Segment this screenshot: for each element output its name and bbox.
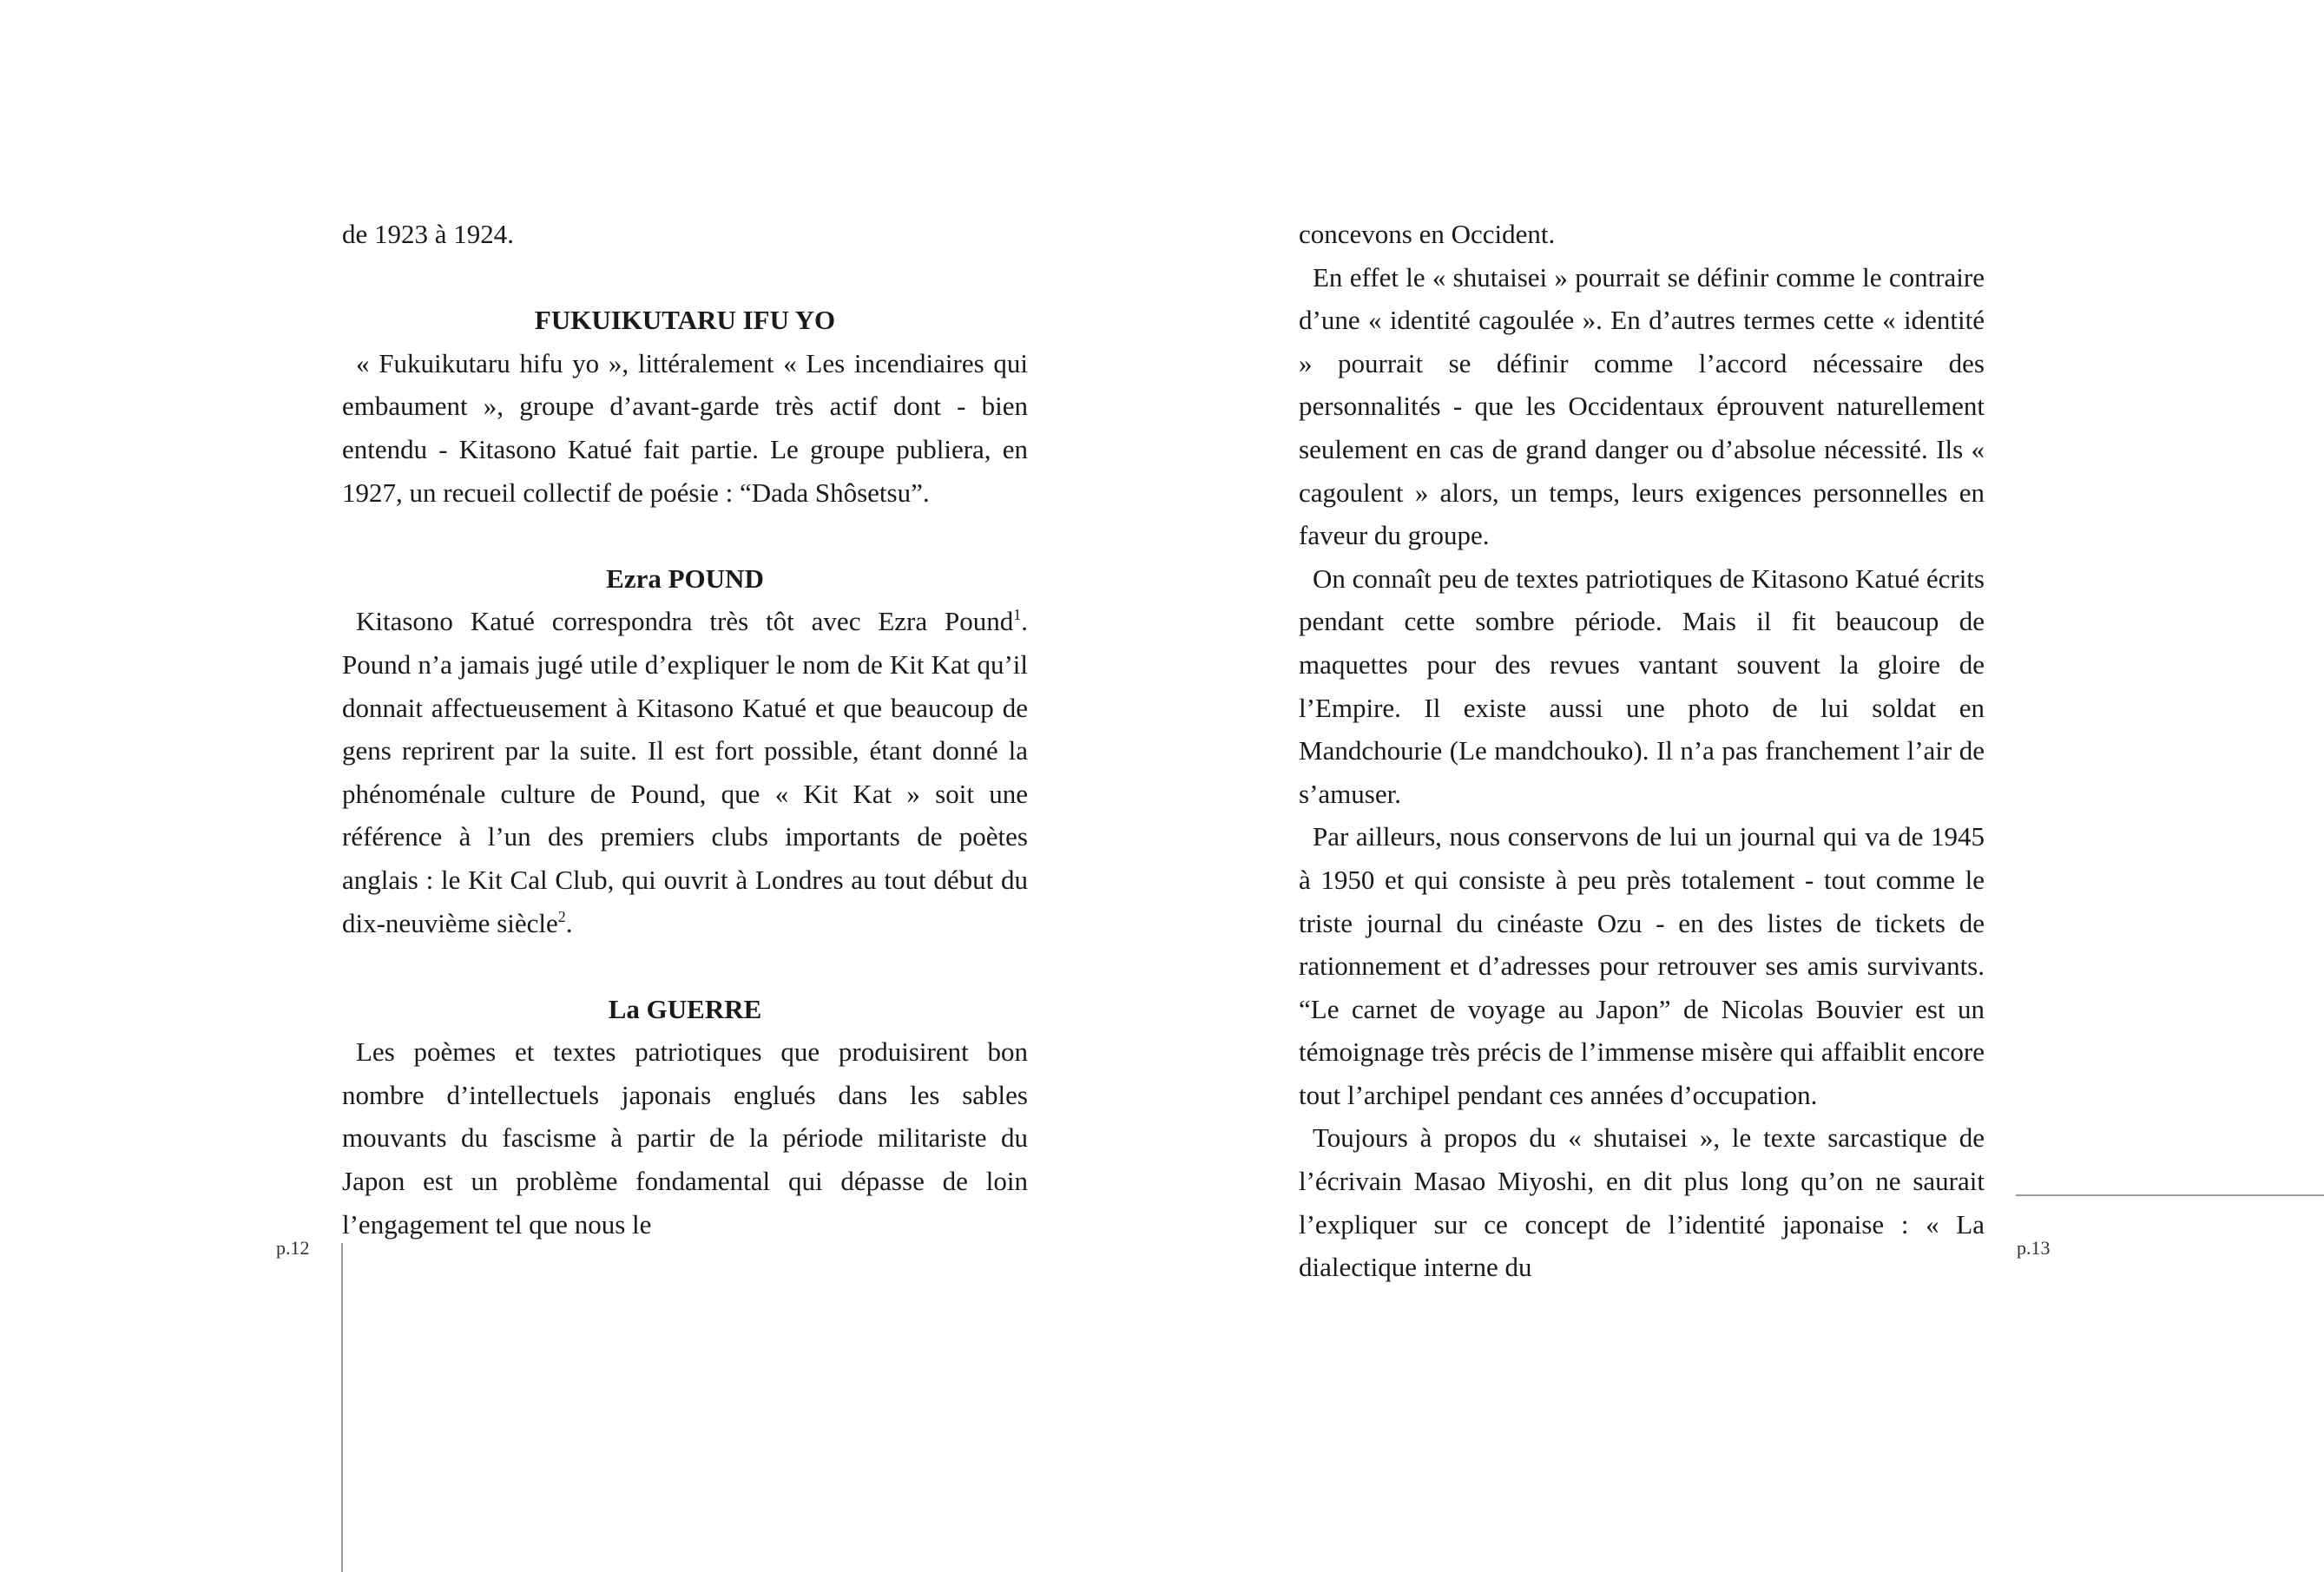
paragraph-ezra-pound-part2: . Pound n’a jamais jugé utile d’expliquer le nom de Kit Kat qu’il donnait affectueusement à Kitasono Katué et que beaucoup de gens reprirent par la suite. Il est fort possible, étant donné la phénoménale culture de Pound, que « Kit Kat » soit une référence à l’un des premiers clubs importants de poètes anglais : le Kit Cal Club, qui ouvrit à Londres au tout début du dix-neuvième siècle bbox=[342, 606, 1028, 938]
footnote-marker-1: 1 bbox=[1013, 606, 1022, 624]
left-page-text-column bbox=[342, 213, 1028, 1246]
footnote-marker-2: 2 bbox=[557, 907, 566, 925]
paragraph-fukuikutaru: « Fukuikutaru hifu yo », littéralement « Les incendiaires qui embaument », groupe d’avant-garde très actif dont - bien entendu - Kitasono Katué fait partie. Le groupe publiera, en 1927, un recueil collectif de poésie : “Dada Shôsetsu”. bbox=[342, 347, 1028, 508]
margin-rule-horizontal bbox=[2016, 1194, 2324, 1196]
paragraph-la-guerre: Les poèmes et textes patriotiques que produisirent bon nombre d’intellectuels japonais englués dans les sables mouvants du fascisme à partir de la période militariste du Japon est un problème fondamental qui dépasse de loin l’engagement tel que nous le bbox=[342, 1036, 1028, 1240]
paragraph-masao-miyoshi: Toujours à propos du « shutaisei », le texte sarcastique de l’écrivain Masao Miyoshi, en dit plus long qu’on ne saurait l’expliquer sur ce concept de l’identité japonaise : « La dialectique interne du bbox=[1299, 1122, 1985, 1283]
right-page-text-column bbox=[1299, 213, 1985, 1289]
paragraph-ezra-pound bbox=[342, 600, 1028, 944]
left-opening-line: de 1923 à 1924. bbox=[342, 219, 515, 249]
paragraph-patriotic-texts: On connaît peu de textes patriotiques de Kitasono Katué écrits pendant cette sombre période. Mais il fit beaucoup de maquettes pour des revues vantant souvent la gloire de l’Empire. Il existe aussi une photo de lui soldat en Mandchourie (Le mandchouko). Il n’a pas franchement l’air de s’amuser. bbox=[1299, 562, 1985, 809]
section-heading-ezra-pound: Ezra POUND bbox=[606, 562, 764, 594]
paragraph-ezra-pound-part3: . bbox=[565, 907, 573, 938]
paragraph-shutaisei-definition: En effet le « shutaisei » pourrait se définir comme le contraire d’une « identité cagoulée ». En d’autres termes cette « identité » pourrait se définir comme l’accord nécessaire des personnalités - que les Occidentaux éprouvent naturellement seulement en cas de grand danger ou d’absolue nécessité. Ils « cagoulent » alors, un temps, leurs exigences personnelles en faveur du groupe. bbox=[1299, 261, 1985, 551]
section-heading-fukuikutaru: FUKUIKUTARU IFU YO bbox=[534, 305, 836, 336]
spacer bbox=[342, 514, 1028, 557]
paragraph-ezra-pound-part1: Kitasono Katué correspondra très tôt avec Ezra Pound bbox=[356, 606, 1014, 637]
section-heading-la-guerre: La GUERRE bbox=[608, 993, 762, 1024]
paragraph-journal: Par ailleurs, nous conservons de lui un journal qui va de 1945 à 1950 et qui consiste à peu près totalement - tout comme le triste journal du cinéaste Ozu - en des listes de tickets de rationnement et d’adresses pour retrouver ses amis survivants. “Le carnet de voyage au Japon” de Nicolas Bouvier est un témoignage très précis de l’immense misère qui affaiblit encore tout l’archipel pendant ces années d’occupation. bbox=[1299, 821, 1985, 1110]
spacer bbox=[342, 944, 1028, 988]
spacer bbox=[342, 256, 1028, 299]
page-number-left: p.12 bbox=[276, 1237, 310, 1259]
right-opening-line: concevons en Occident. bbox=[1299, 219, 1556, 249]
margin-rule-vertical bbox=[341, 1243, 343, 1572]
page-number-right: p.13 bbox=[2017, 1237, 2051, 1259]
